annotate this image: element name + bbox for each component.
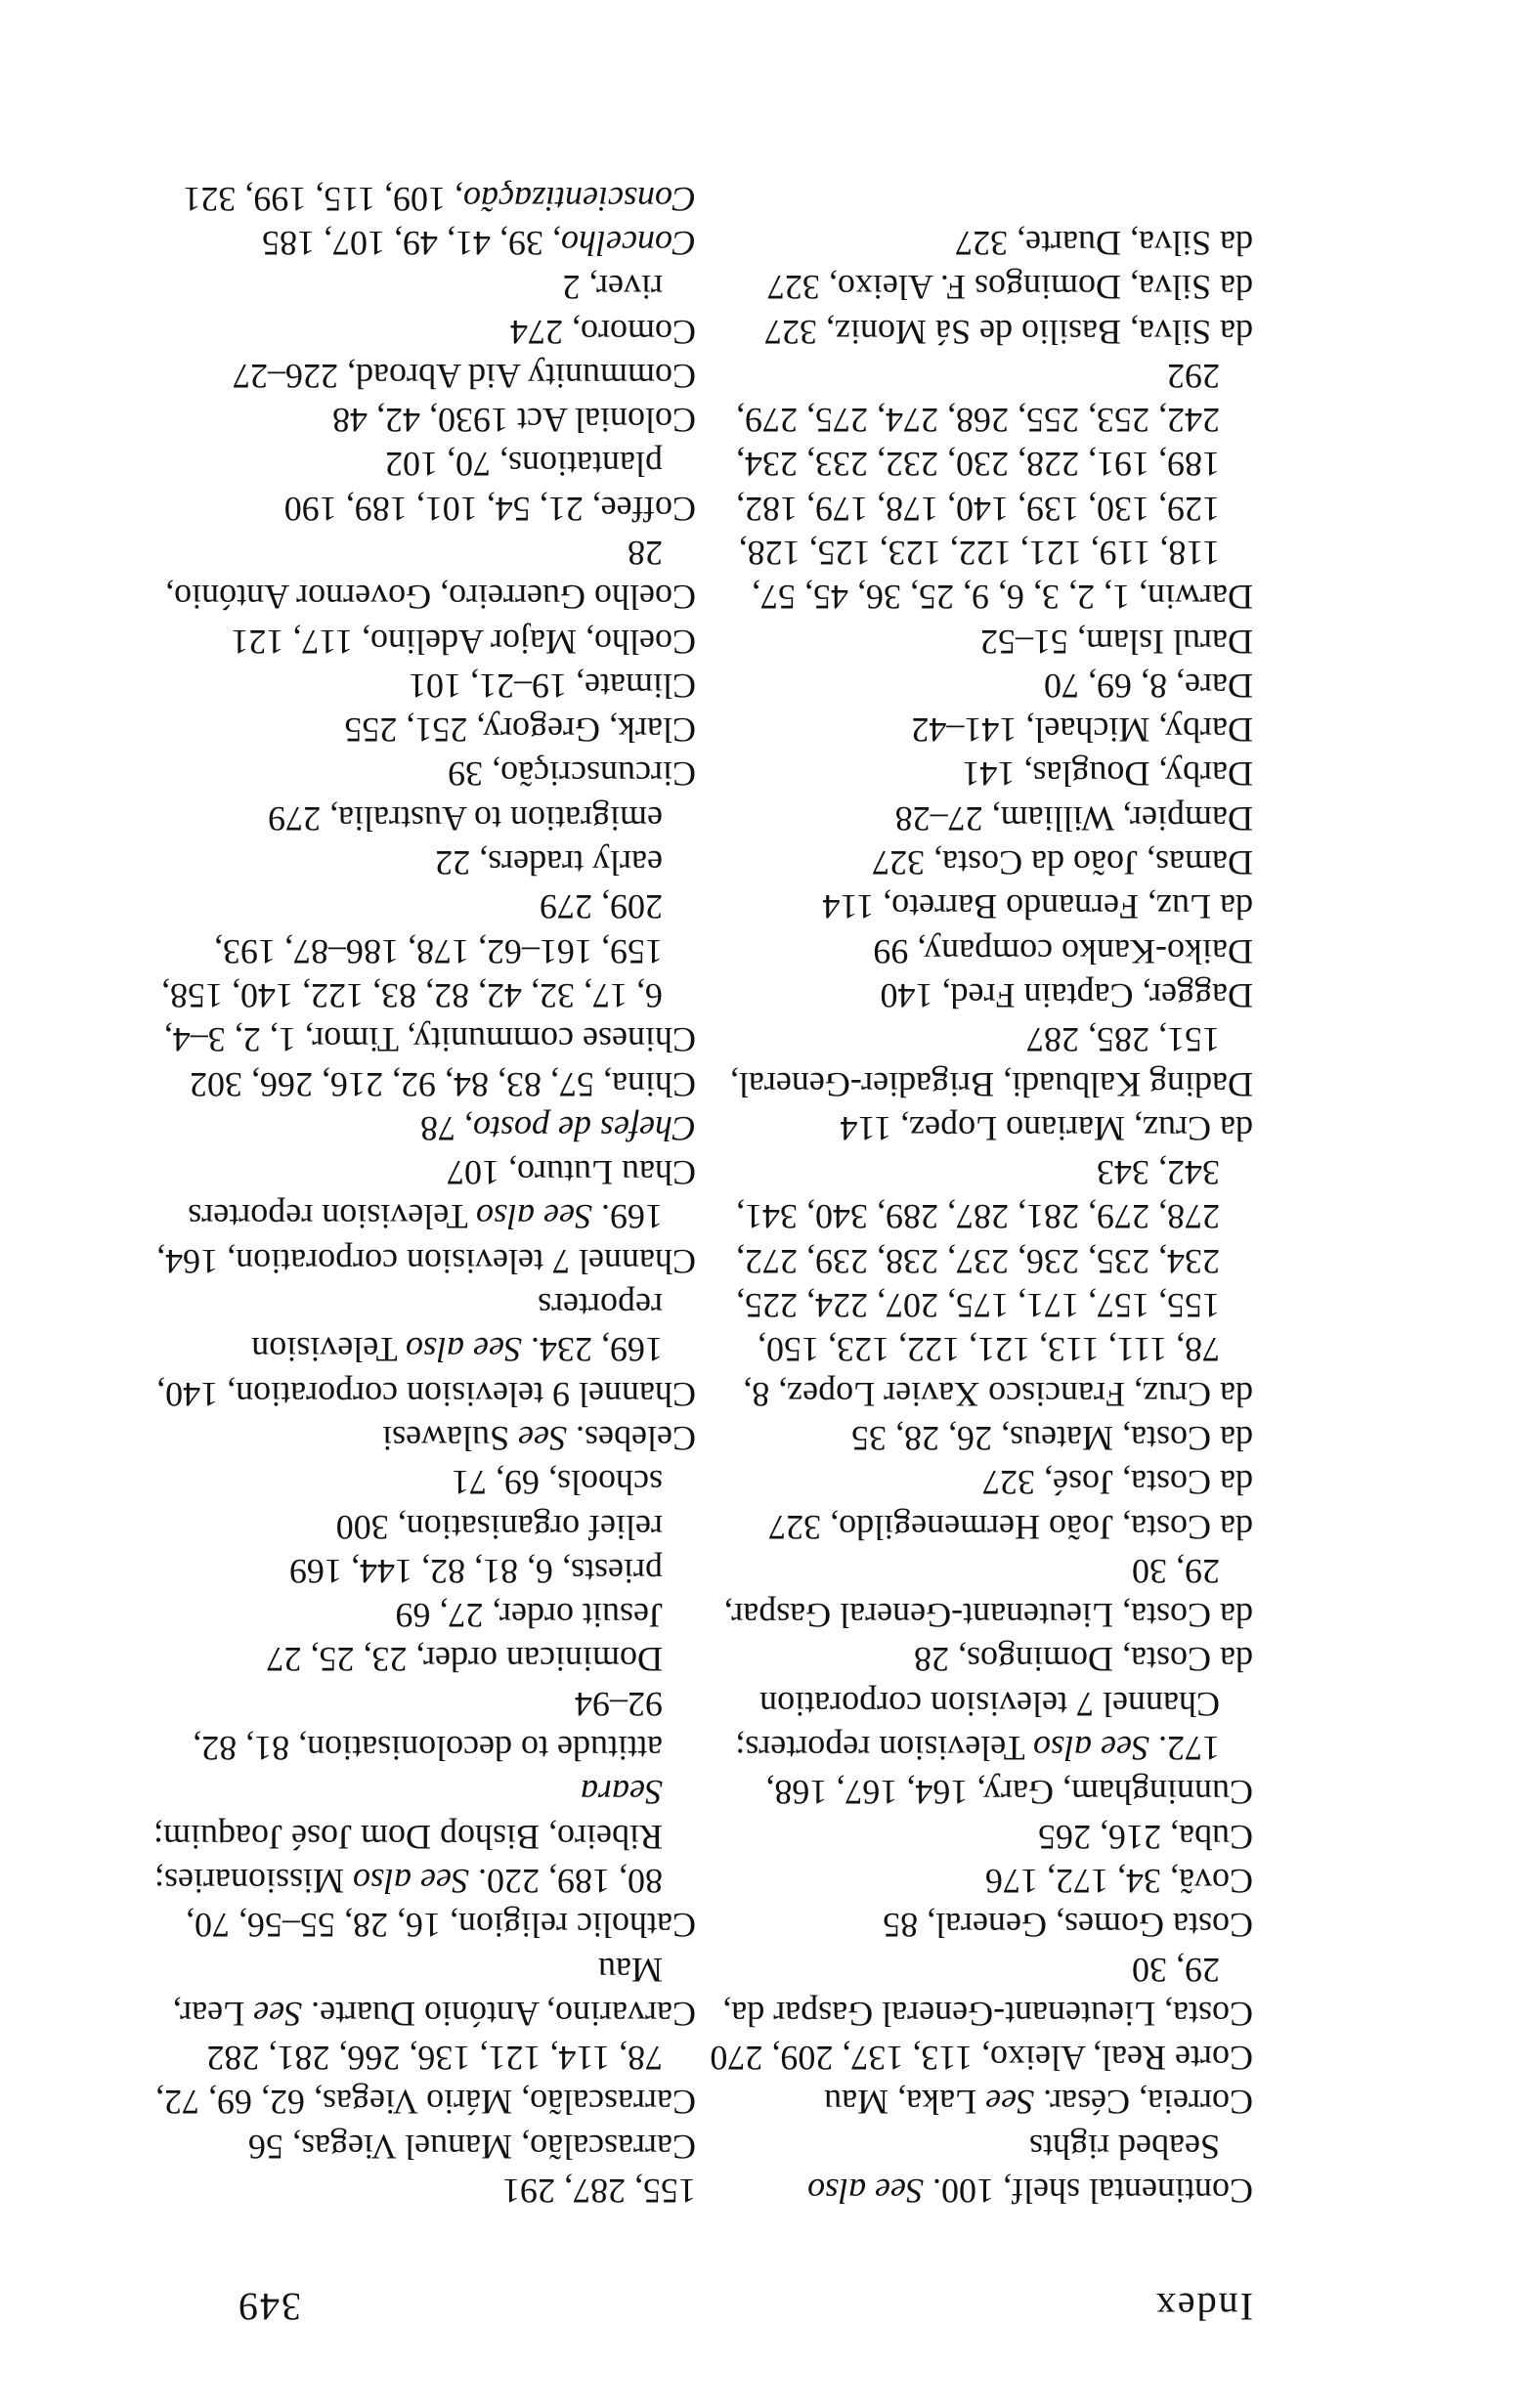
cross-reference-label: See also	[353, 1861, 469, 1901]
entry-text: Clark, Gregory, 251, 255	[344, 710, 696, 751]
entry-text: da Silva, Basilio de Sá Moniz, 327	[764, 312, 1253, 352]
entry-text: Costa, Lieutenant-General Gaspar da, 29, 30	[722, 1950, 1253, 2034]
cross-reference-target: Seabed rights	[1029, 2127, 1220, 2167]
index-entry	[706, 1017, 1253, 1106]
entry-text: Coelho, Major Adelino, 117, 121	[231, 622, 696, 662]
index-subentry	[149, 1460, 696, 1504]
index-entry	[149, 398, 696, 442]
entry-text: Dare, 8, 69, 70	[1044, 666, 1253, 706]
entry-text: da Costa, Lieutenant-General Gaspar, 29, 30	[723, 1551, 1253, 1636]
index-subentry	[149, 442, 696, 486]
index-entry	[149, 2036, 696, 2125]
entry-text: Chefes de posto, 78	[420, 1108, 696, 1148]
index-entry	[706, 973, 1253, 1017]
entry-text: da Costa, Domingos, 28	[914, 1640, 1253, 1680]
index-subentry	[149, 265, 696, 309]
index-entry	[706, 1416, 1253, 1460]
entry-text: da Costa, José, 327	[982, 1463, 1253, 1503]
entry-text: plantations, 70, 102	[385, 445, 663, 485]
entry-text: attitude to decolonisation, 81, 82, 92–94	[193, 1684, 663, 1769]
entry-text: Corte Real, Aleixo, 113, 137, 209, 270	[710, 2039, 1253, 2079]
cross-reference-target: Television reporters	[188, 1197, 468, 1237]
page-number: 349	[237, 2285, 301, 2329]
entry-text: Concelho, 39, 41, 49, 107, 185	[262, 223, 696, 263]
index-entry	[706, 884, 1253, 928]
entry-text: Darwin, 1, 2, 3, 6, 9, 25, 36, 45, 57, 118, 119, 121, 122, 123, 125, 128, 129, 130, 139, 140, 178, 179, 182, 189, 191, 228, 230, 232, 233, 234, 242, 253, 255, 268, 274, 275, 279, 292	[736, 356, 1253, 618]
index-entry	[149, 176, 696, 220]
index-entry	[149, 309, 696, 353]
cross-reference-label: See also	[807, 2172, 925, 2211]
entry-text: Chau Luturo, 107	[447, 1153, 696, 1193]
index-entry	[706, 265, 1253, 309]
index-entry	[149, 2169, 696, 2213]
entry-text: Channel 7 television corporation, 164, 169.	[156, 1197, 696, 1281]
index-entry	[706, 1814, 1253, 1858]
index-column-left	[706, 221, 1253, 2213]
entry-text: schools, 69, 71	[452, 1463, 663, 1503]
entry-text: da Costa, João Hermenegildo, 327	[768, 1507, 1253, 1547]
index-entry	[149, 619, 696, 663]
index-entry	[706, 796, 1253, 840]
entry-text: Chinese community, Timor, 1, 2, 3–4, 6, 17, 32, 42, 82, 83, 122, 140, 158, 159, 161–62, 178, 186–87, 193, 209, 279	[161, 887, 696, 1060]
index-subentry	[149, 1681, 696, 1770]
index-entry	[149, 1770, 696, 1947]
index-entry	[706, 708, 1253, 752]
index-entry	[149, 1416, 696, 1460]
index-entry	[706, 1681, 1253, 1814]
index-subentry	[149, 1549, 696, 1593]
cross-reference-target: Lear, Mau	[172, 1950, 663, 2034]
entry-text: Correia, César.	[1043, 2083, 1253, 2123]
entry-text: Channel 9 television corporation, 140, 169, 234.	[156, 1330, 696, 1414]
page-header	[237, 2284, 1253, 2330]
cross-reference-target: Sulawesi	[382, 1418, 510, 1458]
entry-text: early traders, 22	[435, 843, 663, 883]
index-entry	[149, 1283, 696, 1416]
index-entry	[706, 1106, 1253, 1150]
index-entry	[706, 664, 1253, 708]
entry-text: Dominican order, 23, 25, 27	[266, 1640, 663, 1680]
index-entry	[706, 1947, 1253, 2036]
entry-text: Dading Kalbuadi, Brigadier-General, 151, 285, 287	[729, 1020, 1253, 1104]
entry-italic-term: Chefes de posto	[473, 1108, 696, 1148]
entry-text: Dampier, William, 27–28	[894, 798, 1253, 838]
index-entry	[706, 309, 1253, 353]
entry-text: da Luz, Fernando Barreto, 114	[822, 887, 1253, 927]
index-entry	[706, 1150, 1253, 1416]
index-entry	[149, 664, 696, 708]
entry-text: Darby, Douglas, 141	[962, 754, 1253, 795]
index-entry	[706, 2080, 1253, 2124]
entry-text: Celebes.	[576, 1418, 696, 1458]
index-entry	[149, 1061, 696, 1105]
index-entry	[706, 840, 1253, 884]
index-entry	[706, 1549, 1253, 1638]
entry-text: da Cruz, Mariano Lopez, 114	[840, 1108, 1253, 1148]
index-entry	[149, 752, 696, 796]
cross-reference-label: See	[985, 2083, 1035, 2123]
index-entry	[706, 752, 1253, 796]
index-entry	[149, 1194, 696, 1283]
entry-italic-term: Concelho	[561, 223, 696, 263]
cross-reference-target: Television reporters; Channel 7 television corporation	[735, 1684, 1220, 1769]
entry-text: Cuba, 216, 265	[1038, 1817, 1253, 1857]
entry-text: da Costa, Mateus, 26, 28, 35	[851, 1418, 1253, 1458]
index-subentry	[149, 1593, 696, 1637]
entry-text: Cunningham, Gary, 164, 167, 168, 172.	[765, 1729, 1253, 1813]
index-entry	[149, 354, 696, 398]
index-entry	[149, 1947, 696, 2036]
entry-text: Daiko-Kanko company, 99	[873, 931, 1253, 971]
entry-text: Carrascalão, Manuel Viegas, 56	[247, 2127, 696, 2167]
index-subentry	[149, 1504, 696, 1548]
index-entry	[149, 531, 696, 620]
entry-italic-term: Conscientização	[463, 179, 696, 219]
entry-text: Costa Gomes, General, 85	[883, 1906, 1253, 1946]
index-subentry	[149, 796, 696, 840]
index-entry	[706, 221, 1253, 265]
entry-text: Darul Islam, 51–52	[980, 622, 1253, 662]
index-entry	[149, 884, 696, 1061]
entry-text: da Cruz, Francisco Xavier Lopez, 8, 78, 111, 113, 121, 122, 123, 150, 155, 157, 171, 175, 207, 224, 225, 234, 235, 236, 237, 238, 239, 272, 278, 279, 281, 287, 289, 340, 341, 342, 343	[736, 1153, 1253, 1414]
index-entry	[149, 486, 696, 530]
index-entry	[149, 1106, 696, 1150]
cross-reference-label: See also	[476, 1197, 592, 1237]
index-entry	[706, 1859, 1253, 1903]
entry-text: Community Aid Abroad, 226–27	[232, 356, 696, 396]
entry-text: da Silva, Domingos F. Aleixo, 327	[766, 268, 1253, 308]
entry-text: Catholic religion, 16, 28, 55–56, 70, 80, 189, 220.	[186, 1861, 696, 1946]
cross-reference-label: See also	[1033, 1729, 1149, 1769]
entry-text: emigration to Australia, 279	[268, 798, 663, 838]
entry-text: China, 57, 83, 84, 92, 216, 266, 302	[190, 1064, 696, 1104]
index-entry	[706, 354, 1253, 620]
entry-text: Coffee, 21, 54, 101, 189, 190	[283, 489, 696, 529]
cross-reference-italic: Seara	[581, 1773, 663, 1813]
cross-reference-target: Laka, Mau	[824, 2083, 977, 2123]
index-entry	[149, 1150, 696, 1194]
entry-text: Continental shelf, 100.	[932, 2172, 1253, 2211]
index-entry	[149, 2124, 696, 2168]
entry-text: Damas, João da Costa, 327	[872, 843, 1253, 883]
entry-text: Climate, 19–21, 101	[409, 666, 696, 706]
index-entry	[706, 2124, 1253, 2213]
index-entry	[706, 1637, 1253, 1681]
index-entry	[149, 708, 696, 752]
running-head: Index	[1153, 2285, 1253, 2329]
index-entry	[706, 1460, 1253, 1504]
entry-text: Comoro, 274	[509, 312, 696, 352]
cross-reference-target: Television reporters	[251, 1286, 663, 1370]
entry-text: 155, 287, 291	[502, 2172, 696, 2211]
entry-text: Covã, 34, 172, 176	[985, 1861, 1253, 1901]
index-entry	[706, 928, 1253, 972]
cross-reference-target: Missionaries; Ribeiro, Bishop Dom José Joaquim;	[153, 1817, 663, 1901]
index-subentry	[149, 1637, 696, 1681]
cross-reference-label: See also	[406, 1330, 522, 1370]
cross-reference-label: See	[253, 1994, 303, 2034]
entry-text: da Silva, Duarte, 327	[955, 223, 1253, 263]
entry-text: Conscientização, 109, 115, 199, 321	[183, 179, 696, 219]
index-entry	[706, 1504, 1253, 1548]
entry-text: relief organisation, 300	[335, 1507, 663, 1547]
entry-text: Carvarino, António Duarte.	[311, 1994, 696, 2034]
index-column-right	[149, 176, 696, 2213]
entry-text: Dagger, Captain Fred, 140	[880, 975, 1253, 1015]
entry-text: river, 2	[562, 268, 663, 308]
index-entry	[149, 221, 696, 265]
index-subentry	[149, 840, 696, 884]
entry-text: Carrascalão, Mário Viegas, 62, 69, 72, 78, 114, 121, 136, 266, 281, 282	[154, 2039, 696, 2123]
cross-reference-label: See	[518, 1418, 568, 1458]
entry-text: Coelho Guerreiro, Governor António, 28	[165, 534, 696, 618]
entry-text: Jesuit order, 27, 69	[395, 1596, 663, 1636]
index-entry	[706, 2036, 1253, 2080]
entry-text: Darby, Michael, 141–42	[911, 710, 1253, 751]
entry-text: priests, 6, 81, 82, 144, 169	[289, 1551, 663, 1591]
index-entry	[706, 1903, 1253, 1947]
index-entry	[706, 619, 1253, 663]
entry-text: Circunscrição, 39	[448, 754, 696, 795]
entry-text: Colonial Act 1930, 42, 48	[332, 401, 696, 441]
